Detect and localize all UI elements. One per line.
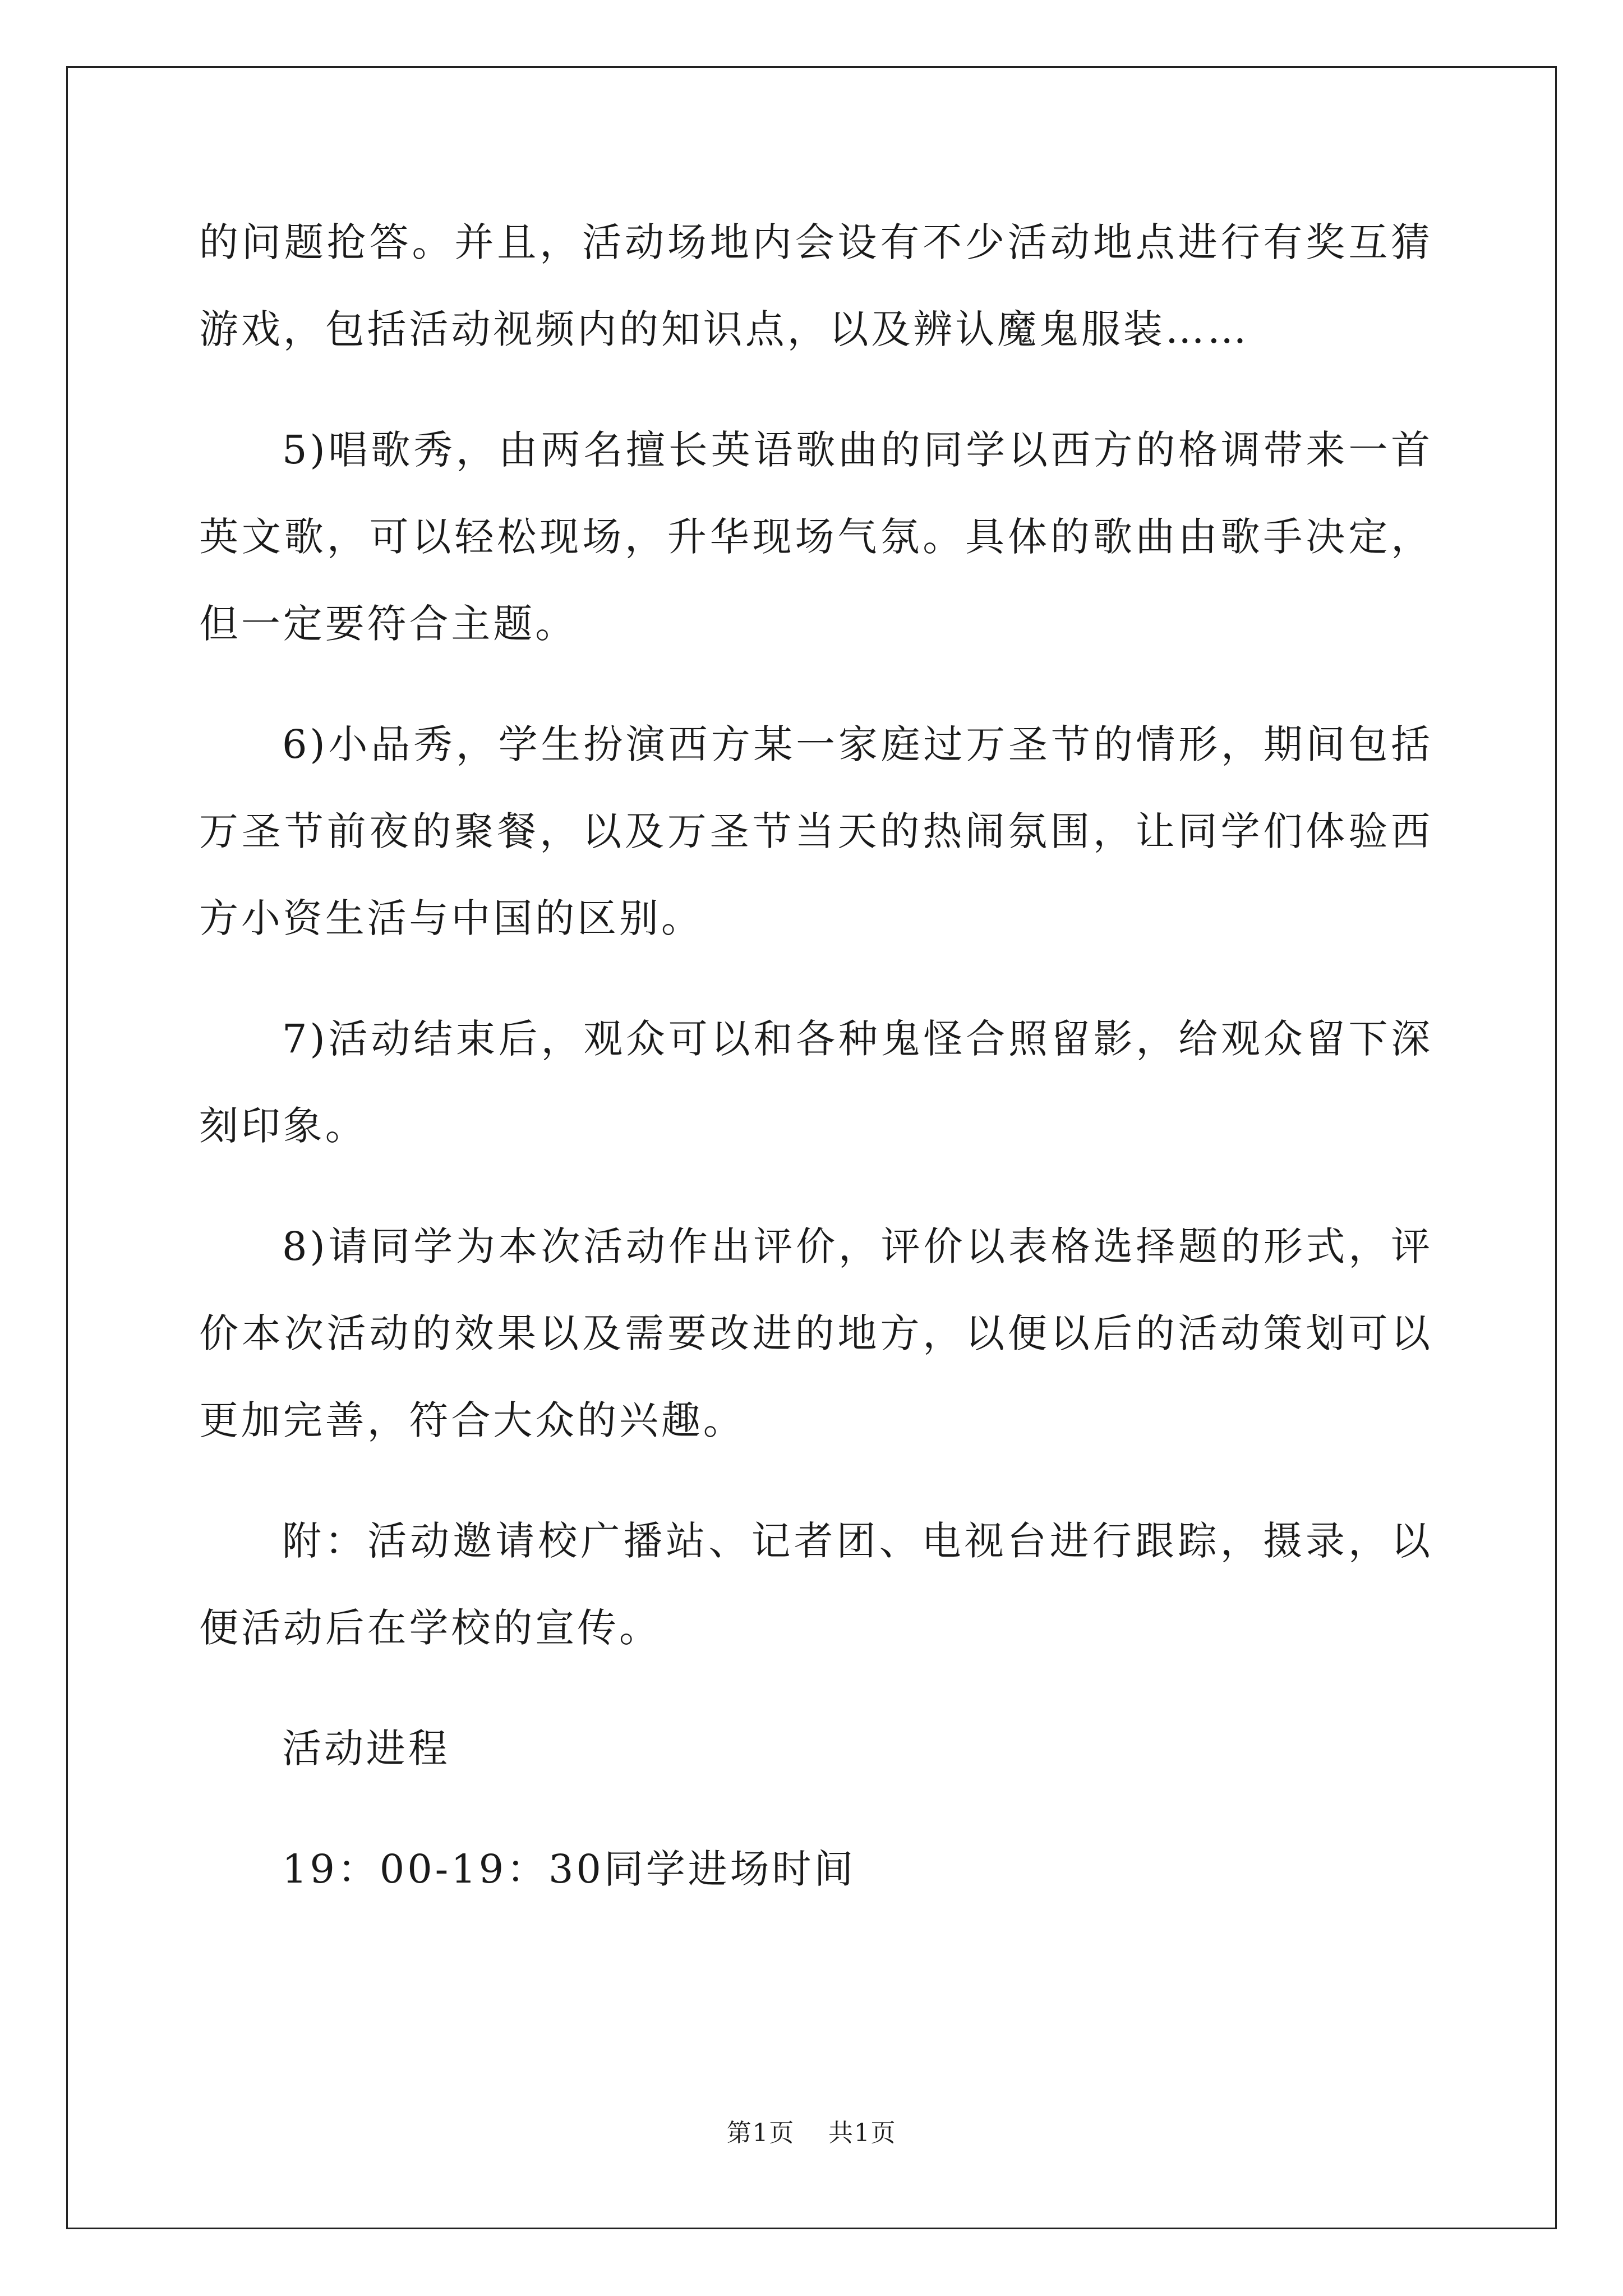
page-footer — [0, 2119, 1623, 2147]
paragraph-continuation: 的问题抢答。并且，活动场地内会设有不少活动地点进行有奖互猜游戏，包括活动视频内的知识点，以及辨认魔鬼服装…… — [199, 219, 1433, 352]
paragraph-item-6: 6)小品秀，学生扮演西方某一家庭过万圣节的情形，期间包括万圣节前夜的聚餐，以及万圣节当天的热闹氛围，让同学们体验西方小资生活与中国的区别。 — [199, 721, 1433, 941]
document-body — [199, 199, 1433, 1913]
page-number: 第1页 — [726, 2119, 795, 2147]
page-total: 共1页 — [828, 2119, 897, 2147]
section-heading-progress: 活动进程 — [282, 1726, 450, 1772]
paragraph-item-5: 5)唱歌秀，由两名擅长英语歌曲的同学以西方的格调带来一首英文歌，可以轻松现场，升华现场气氛。具体的歌曲由歌手决定，但一定要符合主题。 — [199, 427, 1433, 647]
schedule-entry: 19：00-19：30同学进场时间 — [282, 1846, 856, 1892]
paragraph-appendix: 附：活动邀请校广播站、记者团、电视台进行跟踪，摄录，以便活动后在学校的宣传。 — [199, 1518, 1433, 1651]
paragraph-item-7: 7)活动结束后，观众可以和各种鬼怪合照留影，给观众留下深刻印象。 — [199, 1016, 1433, 1149]
paragraph-item-8: 8)请同学为本次活动作出评价，评价以表格选择题的形式，评价本次活动的效果以及需要改进的地方，以便以后的活动策划可以更加完善，符合大众的兴趣。 — [199, 1223, 1433, 1443]
